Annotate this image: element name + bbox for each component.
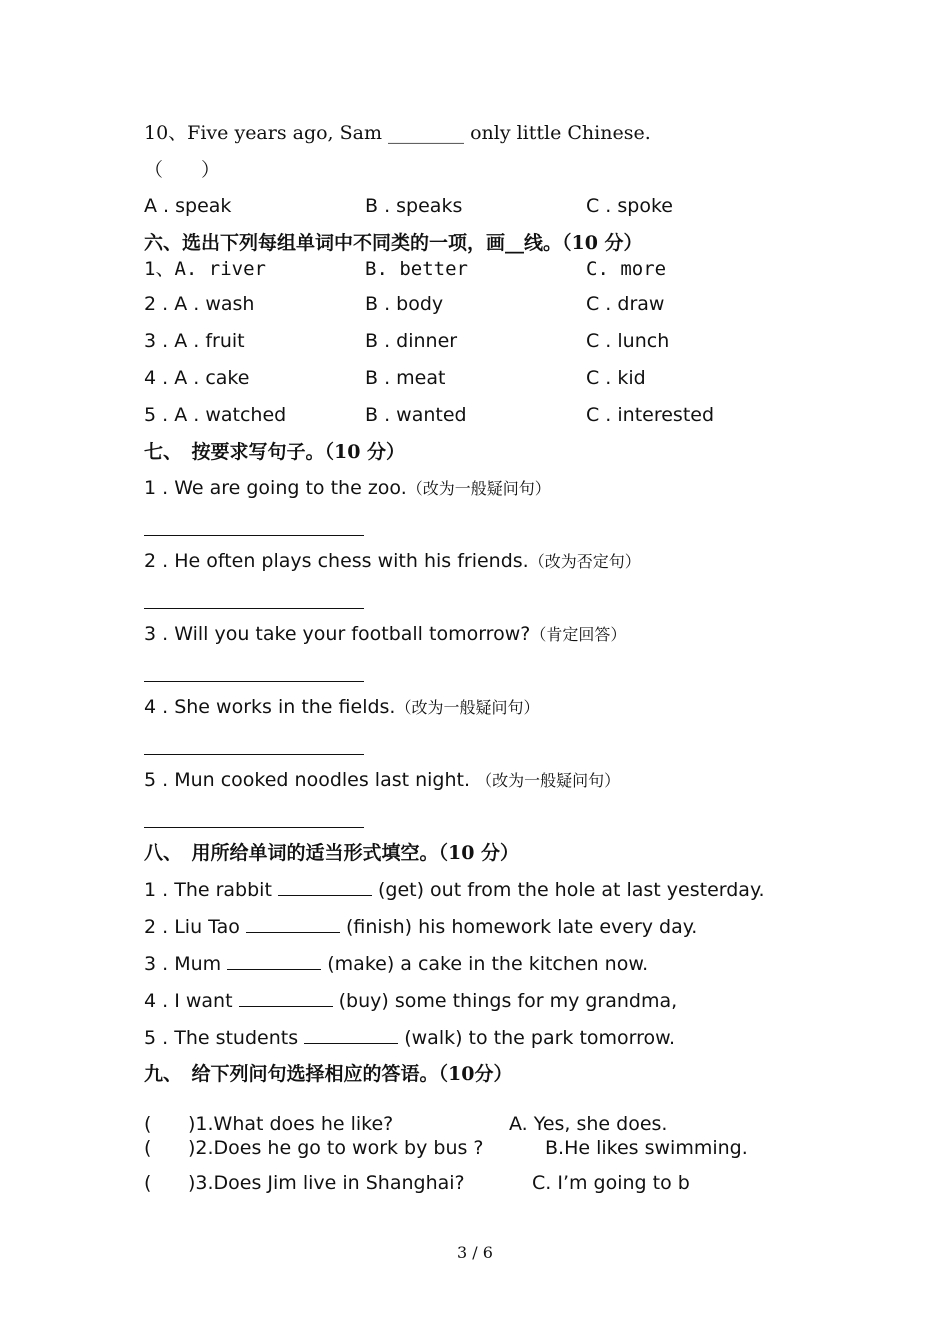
option-a: 2 . A . wash [144, 293, 255, 315]
fill-item [144, 877, 765, 902]
answer-option: B.He likes swimming. [545, 1137, 748, 1159]
item-instruction: （改为一般疑问句） [395, 698, 540, 717]
option-a: 5 . A . watched [144, 404, 287, 426]
item-text: 3 . Mum [144, 953, 222, 975]
rewrite-item [144, 622, 626, 647]
item-text: 4 . I want [144, 990, 233, 1012]
question-text: )1.What does he like? [188, 1113, 394, 1135]
answer-line[interactable] [144, 608, 364, 609]
item-text: 1 . We are going to the zoo. [144, 477, 407, 499]
item-instruction: （改为一般疑问句） [406, 479, 551, 498]
section-7-heading: 七、 按要求写句子。（10 分） [144, 441, 406, 463]
item-text: 1 . The rabbit [144, 879, 272, 901]
answer-paren: （ ） [144, 159, 221, 181]
answer-line[interactable] [144, 535, 364, 536]
fill-blank[interactable] [227, 951, 321, 970]
item-text: 2 . Liu Tao [144, 916, 240, 938]
option-c: C . lunch [586, 330, 670, 352]
fill-item [144, 951, 648, 976]
item-text: (get) out from the hole at last yesterday. [377, 879, 765, 901]
fill-item [144, 914, 697, 939]
option-c: C. more [586, 258, 667, 280]
item-text: (make) a cake in the kitchen now. [327, 953, 649, 975]
fill-item [144, 1025, 675, 1050]
rewrite-item [144, 476, 551, 501]
item-instruction: （改为否定句） [528, 552, 641, 571]
question-text: )3.Does Jim live in Shanghai? [188, 1172, 465, 1194]
option-a: A . speak [144, 195, 232, 217]
section-8-heading: 八、 用所给单词的适当形式填空。（10 分） [144, 842, 520, 864]
fill-blank[interactable] [304, 1025, 398, 1044]
answer-line[interactable] [144, 754, 364, 755]
item-text: (finish) his homework late every day. [345, 916, 698, 938]
item-text: 4 . She works in the fields. [144, 696, 396, 718]
option-b: B . dinner [365, 330, 458, 352]
option-a: 4 . A . cake [144, 367, 250, 389]
option-c: C . draw [586, 293, 665, 315]
option-a: 3 . A . fruit [144, 330, 245, 352]
item-instruction: （肯定回答） [530, 625, 627, 644]
answer-line[interactable] [144, 827, 364, 828]
option-c: C . kid [586, 367, 646, 389]
option-b: B . body [365, 293, 444, 315]
fill-item [144, 988, 677, 1013]
answer-paren[interactable]: ( [144, 1137, 152, 1159]
question-10: 10、Five years ago, Sam ________ only little Chinese. [144, 122, 651, 144]
option-c: C . interested [586, 404, 715, 426]
answer-option: A. Yes, she does. [509, 1113, 668, 1135]
section-9-heading: 九、 给下列问句选择相应的答语。（10分） [144, 1063, 513, 1085]
rewrite-item [144, 549, 641, 574]
page-number: 3 / 6 [457, 1243, 493, 1262]
option-b: B . meat [365, 367, 446, 389]
answer-paren[interactable]: ( [144, 1172, 152, 1194]
answer-option: C. I’m going to b [532, 1172, 690, 1194]
item-instruction: （改为一般疑问句） [476, 771, 621, 790]
rewrite-item [144, 768, 620, 793]
item-text: (buy) some things for my grandma, [338, 990, 678, 1012]
option-b: B . wanted [365, 404, 467, 426]
option-c: C . spoke [586, 195, 673, 217]
fill-blank[interactable] [278, 877, 372, 896]
answer-paren[interactable]: ( [144, 1113, 152, 1135]
answer-line[interactable] [144, 681, 364, 682]
section-6-heading: 六、选出下列每组单词中不同类的一项，画__线。（10 分） [144, 232, 643, 254]
rewrite-item [144, 695, 540, 720]
fill-blank[interactable] [239, 988, 333, 1007]
item-text: (walk) to the park tomorrow. [404, 1027, 675, 1049]
question-text: )2.Does he go to work by bus ? [188, 1137, 484, 1159]
option-b: B. better [365, 258, 468, 280]
item-text: 3 . Will you take your football tomorrow? [144, 623, 531, 645]
option-b: B . speaks [365, 195, 463, 217]
fill-blank[interactable] [246, 914, 340, 933]
item-text: 5 . The students [144, 1027, 299, 1049]
item-text: 5 . Mun cooked noodles last night. [144, 769, 471, 791]
item-text: 2 . He often plays chess with his friends. [144, 550, 529, 572]
option-a: 1、A. river [144, 258, 266, 280]
